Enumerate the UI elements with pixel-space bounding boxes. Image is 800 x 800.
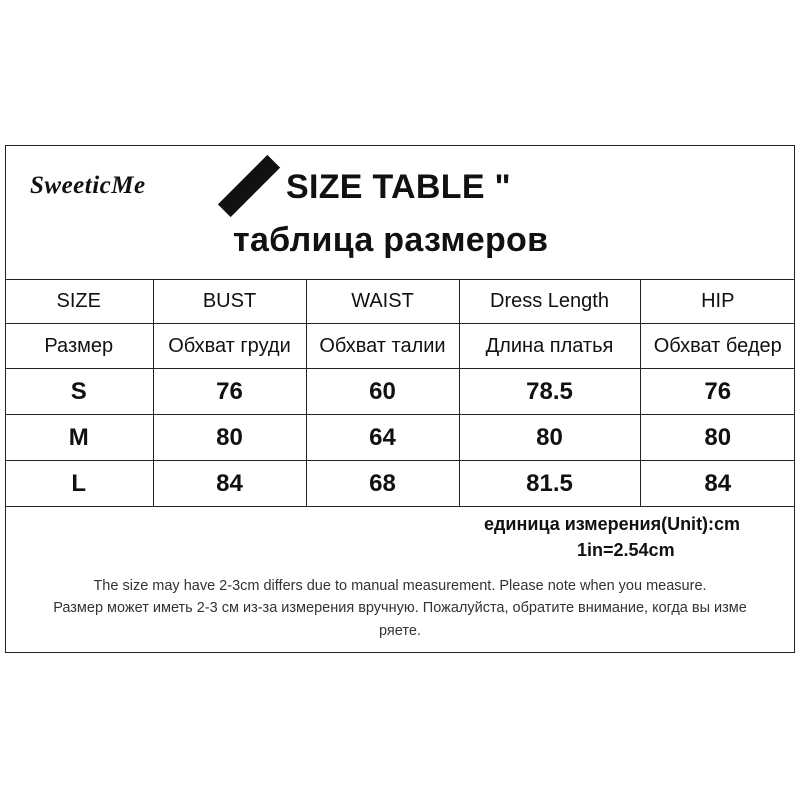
size-table bbox=[5, 279, 795, 507]
cell-dress-length: 81.5 bbox=[459, 461, 640, 507]
cell-size: S bbox=[5, 369, 153, 415]
header-dress-length-ru: Длина платья bbox=[459, 324, 640, 369]
cell-hip: 80 bbox=[640, 415, 795, 461]
table-header-row-en bbox=[5, 279, 795, 324]
header-bust: BUST bbox=[153, 279, 306, 324]
table-row bbox=[5, 461, 795, 507]
note-english: The size may have 2-3cm differs due to manual measurement. Please note when you measure. bbox=[93, 578, 707, 594]
cell-waist: 60 bbox=[306, 369, 459, 415]
header-dress-length: Dress Length bbox=[459, 279, 640, 324]
cell-bust: 76 bbox=[153, 369, 306, 415]
note-russian-line2: ряете. bbox=[379, 623, 421, 639]
header-bust-ru: Обхват груди bbox=[153, 324, 306, 369]
cell-bust: 80 bbox=[153, 415, 306, 461]
header-size: SIZE bbox=[5, 279, 153, 324]
cell-dress-length: 80 bbox=[459, 415, 640, 461]
brand-logo: SweeticMe bbox=[30, 172, 146, 199]
header-hip: HIP bbox=[640, 279, 795, 324]
header-hip-ru: Обхват бедер bbox=[640, 324, 795, 369]
cell-waist: 64 bbox=[306, 415, 459, 461]
page-title: SIZE TABLE " bbox=[286, 168, 511, 206]
cell-hip: 76 bbox=[640, 369, 795, 415]
header-waist: WAIST bbox=[306, 279, 459, 324]
cell-bust: 84 bbox=[153, 461, 306, 507]
cell-waist: 68 bbox=[306, 461, 459, 507]
table-header-row-ru bbox=[5, 324, 795, 369]
cell-size: M bbox=[5, 415, 153, 461]
page-title-ru: таблица размеров bbox=[233, 221, 549, 259]
header-waist-ru: Обхват талии bbox=[306, 324, 459, 369]
inch-conversion: 1in=2.54cm bbox=[577, 540, 675, 560]
cell-hip: 84 bbox=[640, 461, 795, 507]
cell-dress-length: 78.5 bbox=[459, 369, 640, 415]
table-row bbox=[5, 415, 795, 461]
table-row bbox=[5, 369, 795, 415]
unit-label: единица измерения(Unit):cm bbox=[484, 514, 741, 534]
header-size-ru: Размер bbox=[5, 324, 153, 369]
note-russian-line1: Размер может иметь 2-3 см из-за измерения вручную. Пожалуйста, обратите внимание, когда вы изме bbox=[53, 600, 747, 616]
cell-size: L bbox=[5, 461, 153, 507]
